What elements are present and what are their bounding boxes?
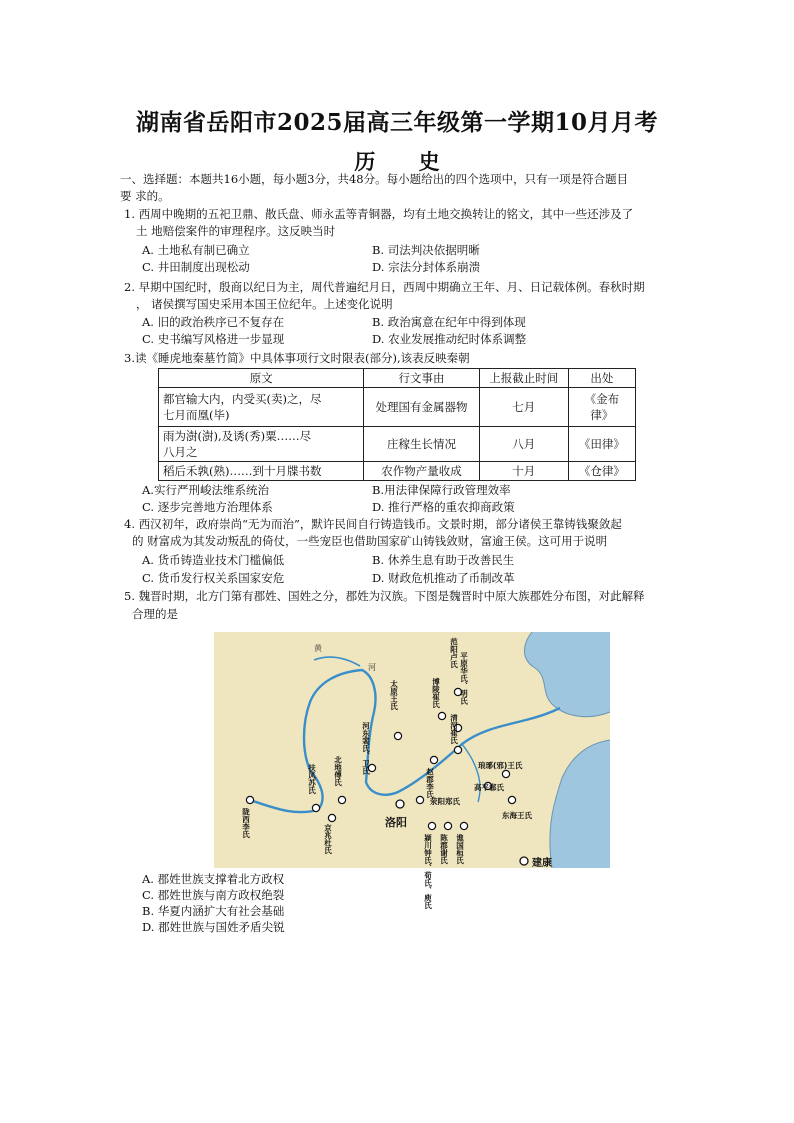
q3-cell-deadline: 十月 xyxy=(479,462,568,481)
q3-option-b[interactable]: B.用法律保障行政管理效率 xyxy=(372,483,511,497)
q3-cell-source-line: 《金布 xyxy=(584,392,620,406)
q3-cell-reason: 庄稼生长情况 xyxy=(364,427,479,462)
q3-cell-source: 《田律》 xyxy=(568,427,635,462)
luoyang-marker xyxy=(396,800,404,808)
q5-option-b[interactable]: B. 华夏内涵扩大有社会基础 xyxy=(142,904,285,918)
clan-location-dot xyxy=(416,796,423,803)
clan-location-dot xyxy=(508,796,515,803)
clan-label: 陈郡谢氏 xyxy=(439,834,449,864)
clan-location-dot xyxy=(438,712,445,719)
q1-option-a[interactable]: A. 土地私有制已确立 xyxy=(142,243,250,257)
q1-stem-line2: 土 地赔偿案件的审理程序。这反映当时 xyxy=(136,224,336,238)
q2-option-d[interactable]: D. 农业发展推动纪时体系调整 xyxy=(372,332,527,346)
q3-option-c[interactable]: C. 逐步完善地方治理体系 xyxy=(142,500,273,514)
clan-label: 北地傅氏 xyxy=(333,756,343,786)
q3-cell-reason: 处理国有金属器物 xyxy=(364,388,479,427)
clan-location-dot xyxy=(328,814,335,821)
q1-option-d[interactable]: D. 宗法分封体系崩溃 xyxy=(372,260,481,274)
q4-stem-line2: 的 财富成为其发动叛乱的倚仗，一些宠臣也借助国家矿山铸钱敛财，富逾王侯。这可用于说明 xyxy=(132,534,608,548)
clan-location-dot xyxy=(430,756,437,763)
clan-label: 京兆杜氏 xyxy=(323,824,333,854)
q2-option-a[interactable]: A. 旧的政治秩序已不复存在 xyxy=(142,315,285,329)
clan-location-dot xyxy=(394,732,401,739)
q3-table-header-row xyxy=(159,369,636,388)
clan-label: 东海王氏 xyxy=(502,811,532,820)
clan-label: 高平郗氏 xyxy=(474,783,504,792)
q5-option-c[interactable]: C. 郡姓世族与南方政权绝裂 xyxy=(142,888,285,902)
q3-cell-text-line: 都官输大内，内受买(卖)之，尽 xyxy=(163,392,322,406)
table-row xyxy=(159,462,636,481)
q3-cell-original-text xyxy=(159,388,364,427)
q3-cell-text-line: 雨为澍(澍),及诱(秀)粟……尽 xyxy=(163,429,312,443)
q5-option-a[interactable]: A. 郡姓世族支撑着北方政权 xyxy=(142,872,285,886)
q5-stem-line1: 5. 魏晋时期，北方门第有郡姓、国姓之分，郡姓为汉族。下图是魏晋时中原大族郡姓分布图，对此解释 xyxy=(124,589,645,603)
clan-location-dot xyxy=(312,804,319,811)
q3-option-d[interactable]: D. 推行严格的重农抑商政策 xyxy=(372,500,515,514)
q4-option-c[interactable]: C. 货币发行权关系国家安危 xyxy=(142,571,285,585)
q3-stem: 3.读《睡虎地秦墓竹简》中具体事项行文时限表(部分),该表反映秦朝 xyxy=(124,351,470,365)
jiankang-label: 建康 xyxy=(532,858,552,869)
clan-location-dot xyxy=(460,822,467,829)
clan-label: 博陵崔氏 xyxy=(431,678,441,708)
q4-option-b[interactable]: B. 休养生息有助于改善民生 xyxy=(372,553,515,567)
clan-label: 河东裴氏、卫氏 xyxy=(361,722,371,775)
clan-label: 平原华氏、明氏 xyxy=(459,652,469,705)
q3-cell-deadline: 七月 xyxy=(479,388,568,427)
subject-heading: 历 史 xyxy=(354,149,458,174)
page-title: 湖南省岳阳市2025届高三年级第一学期10月月考 xyxy=(135,109,659,136)
q3-col-header-source: 出处 xyxy=(568,369,635,388)
q2-option-c[interactable]: C. 史书编写风格进一步显现 xyxy=(142,332,285,346)
q3-col-header-deadline: 上报截止时间 xyxy=(479,369,568,388)
q5-option-d[interactable]: D. 郡姓世族与国姓矛盾尖锐 xyxy=(142,920,285,934)
q3-cell-original-text xyxy=(159,427,364,462)
clan-location-dot xyxy=(454,746,461,753)
clan-label: 太原王氏 xyxy=(389,680,399,710)
q4-option-d[interactable]: D. 财政危机推动了币制改革 xyxy=(372,571,515,585)
clan-label: 清河崔氏 xyxy=(449,714,459,744)
q3-table xyxy=(158,368,636,481)
q5-stem-line2: 合理的是 xyxy=(132,607,178,621)
q3-cell-source xyxy=(568,388,635,427)
clan-label: 扶风苏氏 xyxy=(307,764,317,794)
clan-location-dot xyxy=(428,822,435,829)
clan-location-dot xyxy=(444,822,451,829)
clan-marker xyxy=(474,782,504,792)
table-row xyxy=(159,427,636,462)
river-label-he: 河 xyxy=(368,663,376,672)
q3-cell-original-text: 稻后禾孰(熟)……到十月牒书数 xyxy=(159,462,364,481)
clan-location-dot xyxy=(246,796,253,803)
river-label-huang: 黄 xyxy=(314,644,322,653)
q2-stem-line2: ， 诸侯撰写国史采用本国王位纪年。上述变化说明 xyxy=(136,297,393,311)
q3-cell-source: 《仓律》 xyxy=(568,462,635,481)
q3-option-a[interactable]: A.实行严刑峻法维系统治 xyxy=(142,483,269,497)
q3-col-header-original-text: 原文 xyxy=(159,369,364,388)
clan-label: 赵郡李氏 xyxy=(425,768,435,798)
q1-option-c[interactable]: C. 井田制度出现松动 xyxy=(142,260,250,274)
clan-label: 陇西李氏 xyxy=(241,808,251,838)
clan-label: 荥阳郑氏 xyxy=(430,797,460,806)
q3-cell-text-line: 八月之 xyxy=(163,445,198,459)
clan-label: 颍川钟氏、荀氏、庾氏 xyxy=(423,834,433,909)
section-instructions-line2: 要 求的。 xyxy=(120,189,170,203)
clan-label: 范阳卢氏 xyxy=(449,638,459,668)
luoyang-label: 洛阳 xyxy=(385,816,407,829)
q3-cell-source-line: 律》 xyxy=(590,408,614,422)
q3-col-header-reason: 行文事由 xyxy=(364,369,479,388)
clan-label: 谯国桓氏 xyxy=(455,834,465,864)
clan-location-dot xyxy=(338,796,345,803)
q2-stem-line1: 2. 早期中国纪时，殷商以纪日为主，周代普遍纪月日，西周中期确立王年、月、日记载体例。春秋时期 xyxy=(124,280,645,294)
q3-cell-deadline: 八月 xyxy=(479,427,568,462)
clan-distribution-map xyxy=(214,632,610,909)
clan-label: 琅琊(邪)王氏 xyxy=(478,761,523,770)
q4-stem-line1: 4. 西汉初年，政府崇尚“无为而治”，默许民间自行铸造钱币。文景时期，部分诸侯王靠铸钱聚敛起 xyxy=(124,517,622,531)
table-row xyxy=(159,388,636,427)
q2-option-b[interactable]: B. 政治寓意在纪年中得到体现 xyxy=(372,315,526,329)
q1-option-b[interactable]: B. 司法判决依据明晰 xyxy=(372,243,480,257)
q3-cell-text-line: 七月而凰(毕) xyxy=(163,408,230,422)
jiankang-marker xyxy=(520,857,528,865)
map-svg xyxy=(214,632,610,909)
section-instructions-line1: 一、选择题：本题共16小题，每小题3分，共48分。每小题给出的四个选项中，只有一项是符合题目 xyxy=(120,172,629,186)
q3-cell-reason: 农作物产量收成 xyxy=(364,462,479,481)
q4-option-a[interactable]: A. 货币铸造业技术门槛偏低 xyxy=(142,553,285,567)
clan-location-dot xyxy=(502,770,509,777)
q1-stem-line1: 1. 西周中晚期的五祀卫鼎、散氏盘、师永盂等青铜器，均有土地交换转让的铭文，其中一些还涉及了 xyxy=(124,207,634,221)
